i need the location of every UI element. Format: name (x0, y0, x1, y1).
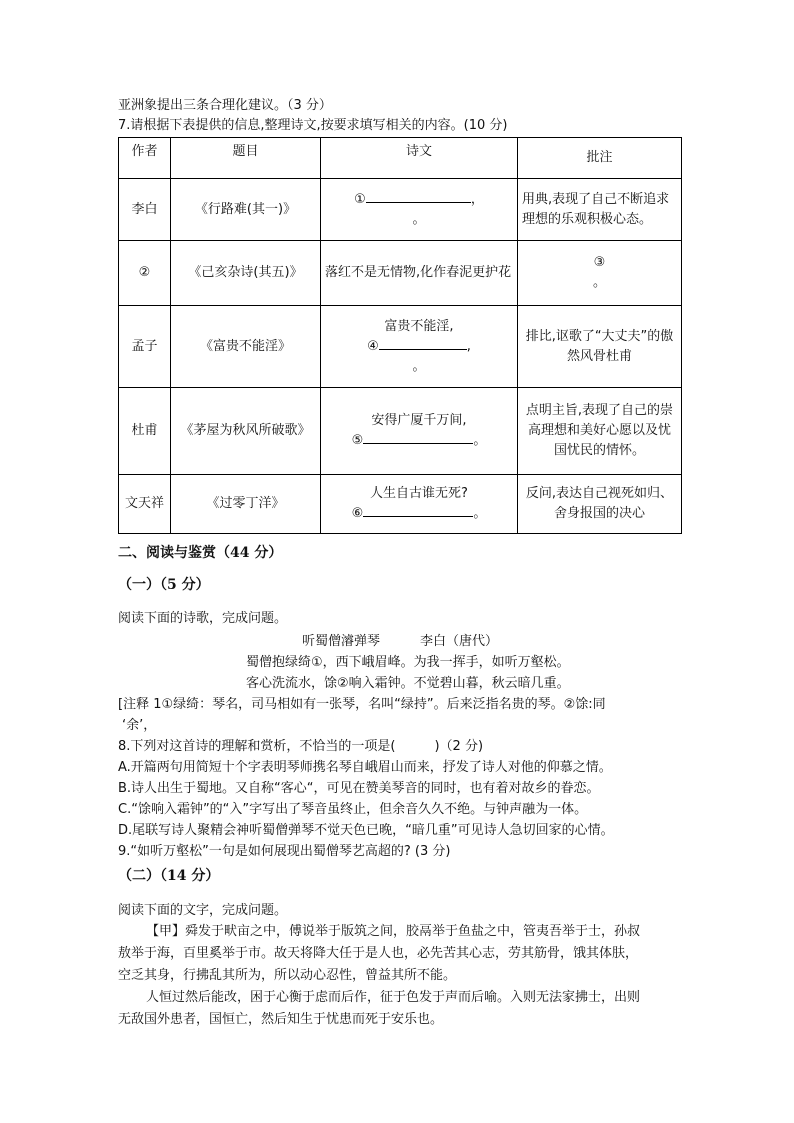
blank-number: ① (354, 191, 366, 207)
option-d: D.尾联写诗人聚精会神听蜀僧弹琴不觉天色已晚，“暗几重”可见诗人急切回家的心情。 (118, 823, 614, 838)
passage-line: 人恒过然后能改，困于心衡于虑而后作，征于色发于声而后喻。入则无法家拂士，出则 (146, 990, 641, 1005)
header-author: 作者 (119, 138, 171, 179)
author-cell-blank-2[interactable]: ② (119, 241, 171, 306)
punct: 。 (473, 506, 487, 521)
poem-line: 。 (412, 211, 426, 227)
poem-line: 。 (412, 358, 426, 374)
answer-blank-1[interactable] (366, 190, 471, 203)
header-poem: 诗文 (321, 138, 518, 179)
poem-author: 李白（唐代） (420, 634, 499, 649)
title-cell: 《过零丁洋》 (171, 475, 321, 534)
punct: 。 (473, 433, 487, 448)
question-8: 8.下列对这首诗的理解和赏析，不恰当的一项是( )（2 分) (118, 739, 484, 754)
blank-number: ③ (593, 255, 606, 270)
note-cell: 点明主旨,表现了自己的崇高理想和美好心愿以及忧国忧民的情怀。 (518, 388, 682, 475)
poem-line: 人生自古谁无死? (370, 486, 468, 501)
poem-title: 听蜀僧濬弹琴 (302, 634, 381, 649)
title-cell: 《富贵不能淫》 (171, 306, 321, 388)
table-row (119, 179, 682, 241)
part1-heading: （一）（5 分） (118, 577, 210, 593)
poem-line: 客心洗流水，馀②响入霜钟。不觉碧山暮，秋云暗几重。 (246, 676, 570, 691)
blank-number: ⑥ (351, 506, 364, 521)
poem-line: 安得广厦千万间, (371, 413, 467, 428)
answer-blank-6[interactable] (363, 504, 473, 517)
header-note: 批注 (518, 138, 682, 179)
punct: , (466, 338, 471, 354)
title-cell: 《己亥杂诗(其五)》 (171, 241, 321, 306)
title-cell: 《行路难(其一)》 (171, 179, 321, 241)
title-cell: 《茅屋为秋风所破歌》 (171, 388, 321, 475)
passage-line: 空乏其身，行拂乱其所为，所以动心忍性，曾益其所不能。 (118, 968, 457, 983)
table-row (119, 475, 682, 534)
poem-cell (321, 475, 518, 534)
punct: 。 (592, 275, 606, 290)
annotation: ‘余’， (122, 718, 157, 733)
note-cell: 用典,表现了自己不断追求理想的乐观积极心态。 (518, 179, 682, 241)
part2-instruction: 阅读下面的文字，完成问题。 (118, 903, 288, 918)
section-heading: 二、阅读与鉴赏（44 分） (118, 545, 283, 561)
author-cell: 文天祥 (119, 475, 171, 534)
annotation: [注释 1①绿绮：琴名，司马相如有一张琴，名叫“绿持”。后来泛指名贵的琴。②馀:同 (118, 697, 606, 712)
note-cell: 反问,表达自己视死如归、舍身报国的决心 (518, 475, 682, 534)
question-9: 9.“如听万壑松”一句是如何展现出蜀僧琴艺高超的? (3 分) (118, 844, 451, 859)
blank-number: ④ (367, 338, 379, 354)
poem-line: 富贵不能淫, (384, 318, 454, 334)
question-7: 7.请根据下表提供的信息,整理诗文,按要求填写相关的内容。(10 分) (118, 118, 508, 133)
poem-cell (321, 179, 518, 241)
passage-line: 无敌国外患者，国恒亡，然后知生于忧患而死于安乐也。 (118, 1012, 444, 1027)
note-cell: 排比,讴歌了“大丈夫”的傲然风骨杜甫 (518, 306, 682, 388)
part1-instruction: 阅读下面的诗歌，完成问题。 (118, 611, 288, 626)
option-b: B.诗人出生于蜀地。又自称“客心“，可见在赞美琴音的同时，也有着对故乡的眷恋。 (118, 781, 600, 796)
answer-blank-5[interactable] (363, 431, 473, 444)
poem-line: 蜀僧抱绿绮①，西下峨眉峰。为我一挥手，如听万壑松。 (246, 655, 570, 670)
author-cell: 李白 (119, 179, 171, 241)
table-header-row (119, 138, 682, 179)
blank-number: ⑤ (351, 433, 364, 448)
passage-line: 敖举于海，百里奚举于市。故天将降大任于是人也，必先苦其心志，劳其筋骨，饿其体肤， (118, 946, 639, 961)
intro-line: 亚洲象提出三条合理化建议。（3 分） (118, 98, 332, 113)
poem-cell (321, 306, 518, 388)
poem-cell (321, 388, 518, 475)
punct: ， (470, 191, 484, 207)
part2-heading: （二）（14 分） (118, 868, 220, 884)
author-cell: 孟子 (119, 306, 171, 388)
passage-line: 【甲】舜发于畎亩之中，傅说举于版筑之间，胶鬲举于鱼盐之中，管夷吾举于士，孙叔 (146, 924, 641, 939)
answer-blank-4[interactable] (379, 337, 467, 350)
option-c: C.“馀响入霜钟”的“入”字写出了琴音虽终止，但余音久久不绝。与钟声融为一体。 (118, 802, 588, 817)
table-row (119, 388, 682, 475)
table-row (119, 241, 682, 306)
note-cell-blank-3[interactable] (518, 241, 682, 306)
poem-table (118, 137, 682, 534)
poem-cell: 落红不是无情物,化作春泥更护花 (321, 241, 518, 306)
author-cell: 杜甫 (119, 388, 171, 475)
table-row (119, 306, 682, 388)
option-a: A.开篇两句用简短十个字表明琴师携名琴自峨眉山而来，抒发了诗人对他的仰慕之情。 (118, 760, 612, 775)
header-title: 题目 (171, 138, 321, 179)
